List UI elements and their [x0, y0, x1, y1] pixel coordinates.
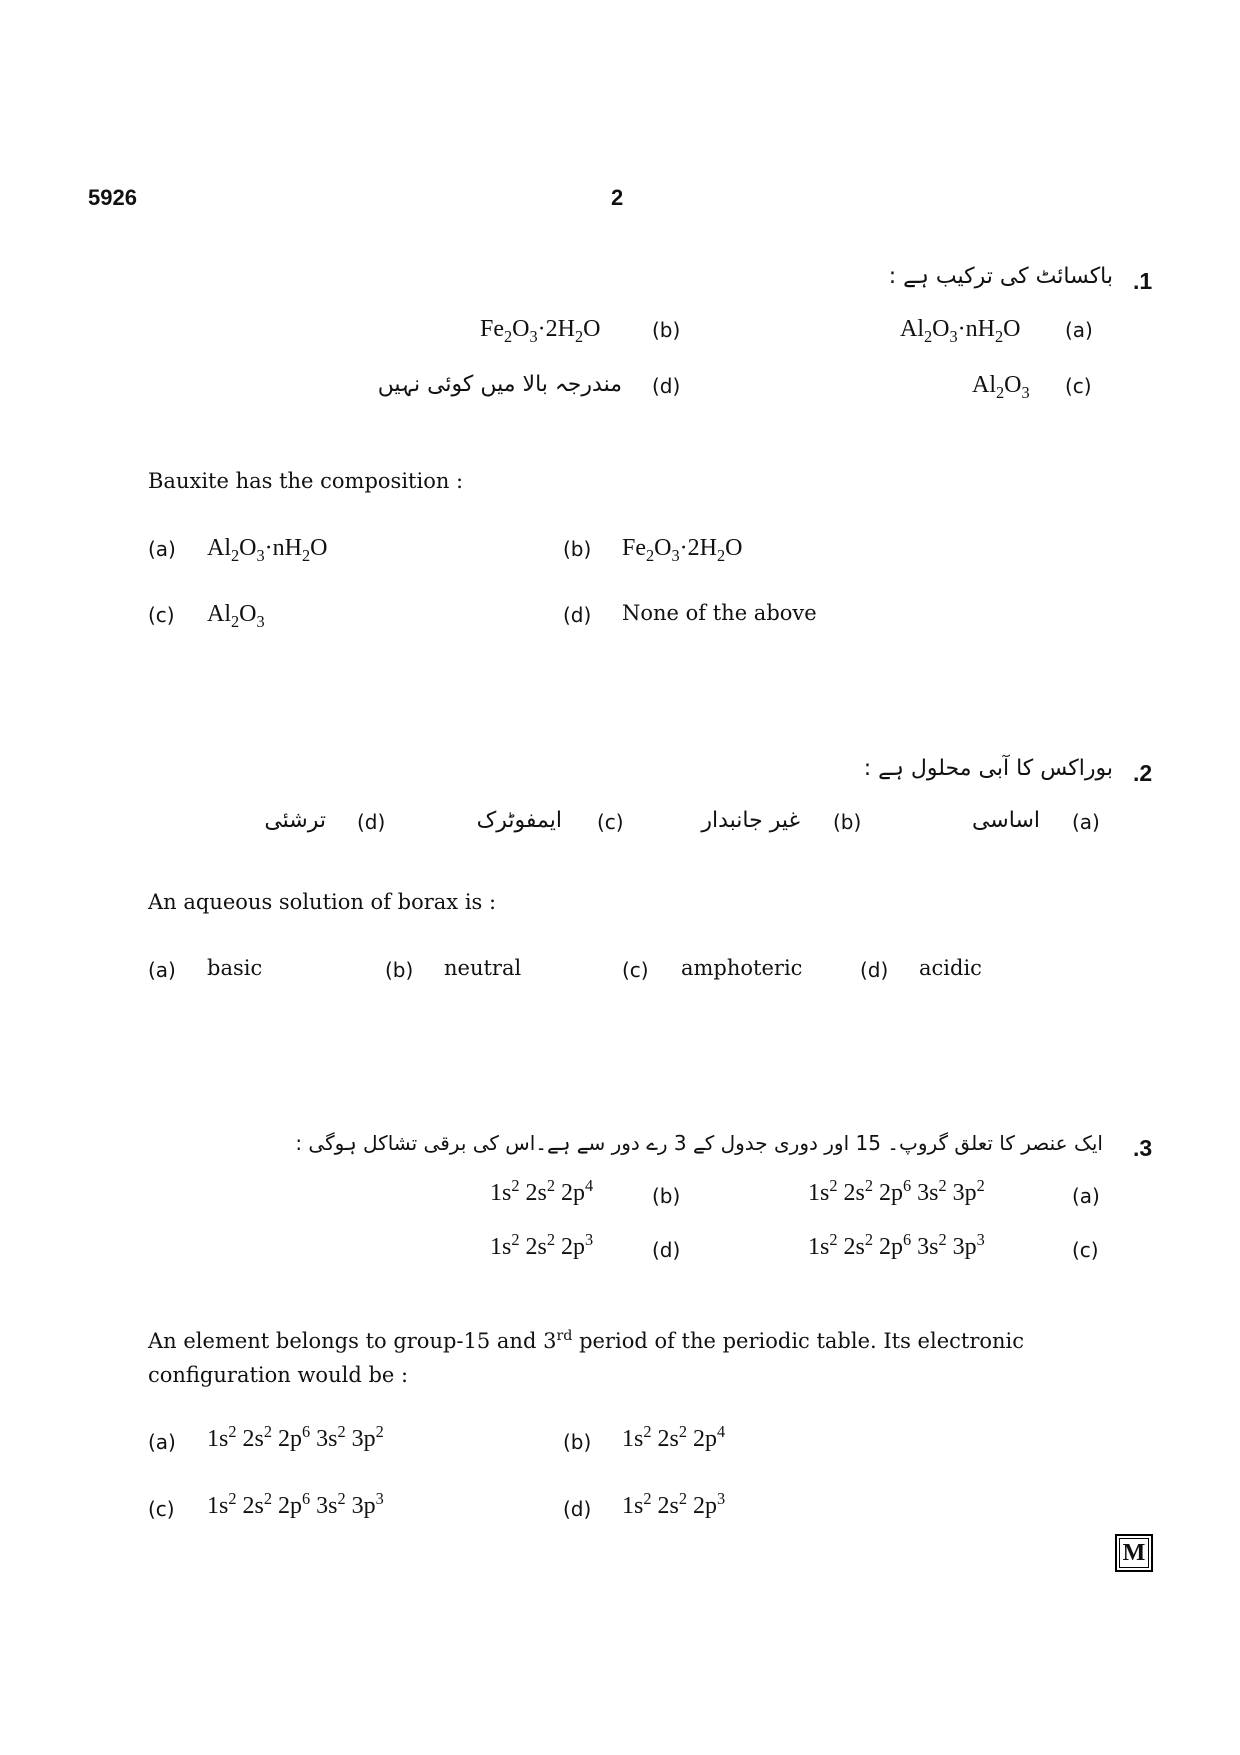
- medium-mark-box: [1115, 1534, 1153, 1572]
- q1-option-c-label: (c): [148, 603, 175, 627]
- q1-option-a-label: (a): [148, 537, 176, 561]
- q1-english-question: Bauxite has the composition :: [148, 469, 464, 493]
- q3-english-question-line2: configuration would be :: [148, 1363, 409, 1387]
- q2-number: .2: [1133, 760, 1153, 786]
- q3-urdu-option-c-label: (c): [1072, 1238, 1099, 1262]
- q3-urdu-option-b-text: $1s^2$ $2s^2$ $2p^4$: [490, 1176, 594, 1206]
- q2-urdu-option-a-label: (a): [1072, 810, 1100, 834]
- q1-urdu-option-c-text: $Al_2O_3$: [972, 372, 1030, 402]
- q3-option-c-label: (c): [148, 1497, 175, 1521]
- q3-urdu-question: ایک عنصر کا تعلق گروپ۔ 15 اور دوری جدول کے 3 رے دور سے ہے۔اس کی برقی تشاکل ہوگی :: [295, 1131, 1103, 1155]
- q1-option-d-label: (d): [563, 603, 592, 627]
- q2-option-b-text: neutral: [444, 956, 522, 980]
- q1-option-b-text: $Fe_2O_3\cdot 2H_2O$: [622, 535, 743, 565]
- q2-english-question: An aqueous solution of borax is :: [148, 890, 497, 914]
- q2-urdu-option-a-text: اساسی: [971, 808, 1040, 833]
- q2-urdu-option-b-text: غیر جانبدار: [701, 808, 800, 833]
- q3-urdu-option-d-label: (d): [652, 1238, 681, 1262]
- q1-number: .1: [1133, 268, 1153, 294]
- medium-mark-letter: M: [1119, 1538, 1150, 1568]
- q2-urdu-question: بوراکس کا آبی محلول ہے :: [863, 756, 1113, 781]
- q2-option-a-label: (a): [148, 958, 176, 982]
- q3-option-d-label: (d): [563, 1497, 592, 1521]
- q2-option-c-text: amphoteric: [681, 956, 803, 980]
- q1-urdu-option-c-label: (c): [1065, 374, 1092, 398]
- q2-urdu-option-d-label: (d): [357, 810, 386, 834]
- q1-urdu-question: باکسائٹ کی ترکیب ہے :: [888, 264, 1113, 289]
- q2-option-d-text: acidic: [919, 956, 982, 980]
- q3-urdu-option-d-text: $1s^2$ $2s^2$ $2p^3$: [490, 1230, 594, 1260]
- q1-urdu-option-a-label: (a): [1065, 318, 1093, 342]
- q2-option-d-label: (d): [860, 958, 889, 982]
- q2-option-a-text: basic: [207, 956, 263, 980]
- q1-urdu-option-d-label: (d): [652, 374, 681, 398]
- q1-option-b-label: (b): [563, 537, 592, 561]
- q3-number: .3: [1133, 1135, 1153, 1161]
- q3-option-a-text: $1s^2$ $2s^2$ $2p^6$ $3s^2$ $3p^2$: [207, 1422, 384, 1452]
- q2-urdu-option-b-label: (b): [833, 810, 862, 834]
- q3-option-a-label: (a): [148, 1430, 176, 1454]
- paper-code: 5926: [88, 185, 137, 210]
- page-number: 2: [611, 185, 624, 210]
- q1-urdu-option-a-text: $Al_2O_3\cdot nH_2O$: [900, 316, 1021, 346]
- q1-option-c-text: $Al_2O_3$: [207, 601, 265, 631]
- q2-urdu-option-d-text: ترشئی: [264, 808, 326, 833]
- q3-urdu-option-c-text: $1s^2$ $2s^2$ $2p^6$ $3s^2$ $3p^3$: [808, 1230, 985, 1260]
- q2-option-c-label: (c): [622, 958, 649, 982]
- q3-option-b-text: $1s^2$ $2s^2$ $2p^4$: [622, 1422, 726, 1452]
- q3-urdu-option-b-label: (b): [652, 1184, 681, 1208]
- q3-english-question-line1: An element belongs to group-15 and 3rd period of the periodic table. Its electronic: [148, 1328, 1025, 1353]
- q1-urdu-option-d-text: مندرجہ بالا میں کوئی نہیں: [377, 372, 622, 397]
- q3-urdu-option-a-text: $1s^2$ $2s^2$ $2p^6$ $3s^2$ $3p^2$: [808, 1176, 985, 1206]
- q2-urdu-option-c-label: (c): [597, 810, 624, 834]
- q3-option-d-text: $1s^2$ $2s^2$ $2p^3$: [622, 1489, 726, 1519]
- q3-option-c-text: $1s^2$ $2s^2$ $2p^6$ $3s^2$ $3p^3$: [207, 1489, 384, 1519]
- q3-urdu-option-a-label: (a): [1072, 1184, 1100, 1208]
- q1-urdu-option-b-text: $Fe_2O_3\cdot 2H_2O$: [480, 316, 601, 346]
- q2-option-b-label: (b): [385, 958, 414, 982]
- q1-urdu-option-b-label: (b): [652, 318, 681, 342]
- q2-urdu-option-c-text: ایمفوٹرک: [476, 808, 562, 833]
- q3-option-b-label: (b): [563, 1430, 592, 1454]
- q1-option-a-text: $Al_2O_3\cdot nH_2O$: [207, 535, 328, 565]
- q1-option-d-text: None of the above: [622, 601, 817, 625]
